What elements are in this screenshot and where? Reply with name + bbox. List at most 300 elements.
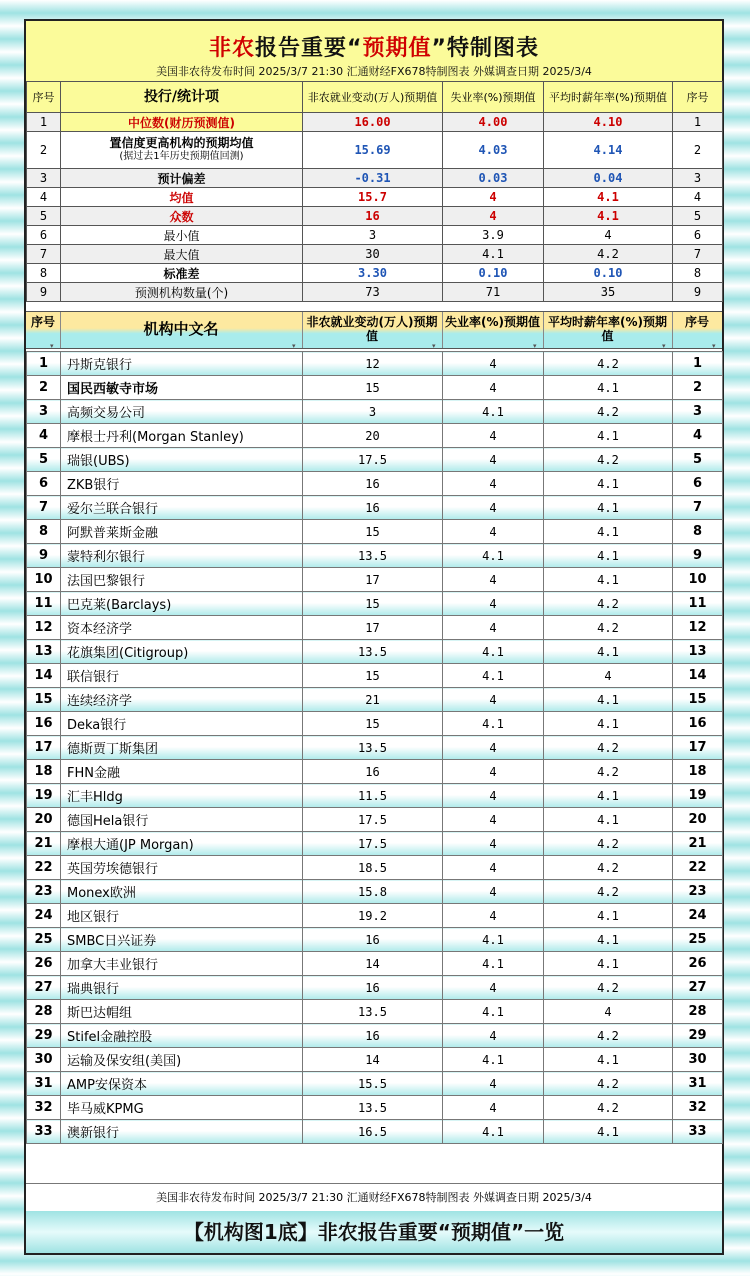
inst-ur-value: 4	[443, 760, 544, 784]
stats-label-sub: (据过去1年历史预期值回测)	[119, 151, 244, 162]
inst-ur-value: 4.1	[443, 1120, 544, 1144]
inst-seq-right: 13	[673, 640, 723, 664]
inst-name: 爱尔兰联合银行	[61, 496, 303, 520]
institution-row	[27, 1096, 723, 1120]
stats-ur-value: 4.03	[443, 132, 544, 169]
inst-seq: 22	[27, 856, 61, 880]
inst-ur-value: 4.1	[443, 544, 544, 568]
inst-name: 德斯贾丁斯集团	[61, 736, 303, 760]
inst-seq-right: 29	[673, 1024, 723, 1048]
stats-wage-value: 0.10	[544, 264, 673, 283]
inst-seq: 5	[27, 448, 61, 472]
inst-ur-value: 4	[443, 472, 544, 496]
stats-row	[27, 226, 723, 245]
inst-name: 摩根士丹利(Morgan Stanley)	[61, 424, 303, 448]
inst-wage-value: 4.1	[544, 928, 673, 952]
institution-row	[27, 1072, 723, 1096]
inst-wage-value: 4	[544, 1000, 673, 1024]
inst-name: 地区银行	[61, 904, 303, 928]
institution-row	[27, 1024, 723, 1048]
inst-name: 花旗集团(Citigroup)	[61, 640, 303, 664]
inst-name: Deka银行	[61, 712, 303, 736]
inst-wage-value: 4.1	[544, 808, 673, 832]
stats-ur-value: 4.00	[443, 113, 544, 132]
seq-header: 序号	[27, 82, 61, 113]
stats-seq-right: 7	[673, 245, 723, 264]
inst-seq-right: 33	[673, 1120, 723, 1144]
inst-wage-value: 4.1	[544, 472, 673, 496]
inst-seq: 16	[27, 712, 61, 736]
inst-name: 毕马威KPMG	[61, 1096, 303, 1120]
stats-wage-value: 4.2	[544, 245, 673, 264]
stats-row	[27, 113, 723, 132]
stats-wage-value: 4.1	[544, 188, 673, 207]
inst-ur-value: 4.1	[443, 928, 544, 952]
name-header: 投行/统计项	[61, 82, 303, 113]
inst-seq: 7	[27, 496, 61, 520]
inst-wage-value: 4.2	[544, 352, 673, 376]
inst-nfp-value: 14	[303, 952, 443, 976]
institution-row	[27, 1120, 723, 1144]
stats-label: 均值	[61, 188, 303, 207]
inst-ur-value: 4.1	[443, 1048, 544, 1072]
inst-wage-value: 4.2	[544, 736, 673, 760]
inst-name: 蒙特利尔银行	[61, 544, 303, 568]
inst-seq-right: 12	[673, 616, 723, 640]
inst-seq-header: 序号	[30, 315, 55, 329]
inst-name: 连续经济学	[61, 688, 303, 712]
inst-seq-right: 1	[673, 352, 723, 376]
inst-seq: 15	[27, 688, 61, 712]
stats-nfp-value: 15.7	[303, 188, 443, 207]
stats-seq-right: 9	[673, 283, 723, 302]
inst-seq: 24	[27, 904, 61, 928]
inst-seq: 8	[27, 520, 61, 544]
inst-ur-value: 4.1	[443, 952, 544, 976]
stats-seq-right: 1	[673, 113, 723, 132]
inst-ur-value: 4	[443, 448, 544, 472]
inst-nfp-value: 13.5	[303, 1000, 443, 1024]
inst-seq-right: 19	[673, 784, 723, 808]
inst-seq: 18	[27, 760, 61, 784]
filter-dropdown-icon[interactable]: ▾	[662, 342, 666, 350]
filter-dropdown-icon[interactable]: ▾	[533, 342, 537, 350]
stats-wage-value: 4.14	[544, 132, 673, 169]
institution-row	[27, 976, 723, 1000]
stats-label: 标准差	[61, 264, 303, 283]
inst-seq: 29	[27, 1024, 61, 1048]
title-red-part: 非农	[209, 36, 256, 61]
inst-name: 斯巴达帽组	[61, 1000, 303, 1024]
stats-row	[27, 188, 723, 207]
inst-seq-right: 17	[673, 736, 723, 760]
inst-nfp-value: 16	[303, 760, 443, 784]
stats-seq-right: 6	[673, 226, 723, 245]
institution-row	[27, 568, 723, 592]
inst-seq: 21	[27, 832, 61, 856]
inst-seq: 13	[27, 640, 61, 664]
institution-row	[27, 400, 723, 424]
institution-row	[27, 592, 723, 616]
inst-seq-right: 3	[673, 400, 723, 424]
inst-name: SMBC日兴证券	[61, 928, 303, 952]
stats-nfp-value: 30	[303, 245, 443, 264]
inst-name: 法国巴黎银行	[61, 568, 303, 592]
inst-ur-value: 4	[443, 832, 544, 856]
inst-wage-value: 4.1	[544, 688, 673, 712]
stats-seq: 1	[27, 113, 61, 132]
institution-row	[27, 520, 723, 544]
inst-ur-value: 4.1	[443, 664, 544, 688]
inst-wage-value: 4.1	[544, 712, 673, 736]
stats-seq: 8	[27, 264, 61, 283]
inst-seq: 19	[27, 784, 61, 808]
inst-name: Stifel金融控股	[61, 1024, 303, 1048]
inst-seq: 20	[27, 808, 61, 832]
stats-label: 预计偏差	[61, 169, 303, 188]
filter-dropdown-icon[interactable]: ▾	[712, 342, 716, 350]
inst-name: 巴克莱(Barclays)	[61, 592, 303, 616]
inst-nfp-value: 16	[303, 1024, 443, 1048]
inst-name: 瑞银(UBS)	[61, 448, 303, 472]
stats-wage-value: 35	[544, 283, 673, 302]
inst-seq-right: 4	[673, 424, 723, 448]
title-banner	[26, 21, 722, 82]
inst-nfp-value: 20	[303, 424, 443, 448]
institution-row	[27, 808, 723, 832]
institution-row	[27, 376, 723, 400]
institution-row	[27, 856, 723, 880]
page-subtitle: 美国非农待发布时间 2025/3/7 21:30 汇通财经FX678特制图表 外媒调查日期 2025/3/4	[156, 65, 592, 78]
stats-seq: 2	[27, 132, 61, 169]
inst-nfp-value: 15.8	[303, 880, 443, 904]
stats-ur-value: 3.9	[443, 226, 544, 245]
footer-title: 【机构图1底】非农报告重要“预期值”一览	[26, 1211, 722, 1253]
inst-seq-right: 20	[673, 808, 723, 832]
inst-name: 阿默普莱斯金融	[61, 520, 303, 544]
inst-wage-value: 4.2	[544, 448, 673, 472]
inst-seq-right: 2	[673, 376, 723, 400]
inst-seq: 23	[27, 880, 61, 904]
inst-wage-value: 4.2	[544, 1072, 673, 1096]
inst-ur-value: 4	[443, 592, 544, 616]
inst-name: 资本经济学	[61, 616, 303, 640]
inst-name: 加拿大丰业银行	[61, 952, 303, 976]
inst-seq-right: 8	[673, 520, 723, 544]
inst-seq: 30	[27, 1048, 61, 1072]
inst-wage-value: 4.2	[544, 760, 673, 784]
inst-name: AMP安保资本	[61, 1072, 303, 1096]
inst-wage-value: 4.2	[544, 832, 673, 856]
institution-row	[27, 616, 723, 640]
stats-table	[26, 81, 723, 302]
inst-wage-value: 4.2	[544, 976, 673, 1000]
inst-nfp-value: 18.5	[303, 856, 443, 880]
stats-label: 最大值	[61, 245, 303, 264]
inst-nfp-value: 15	[303, 712, 443, 736]
inst-seq-right: 6	[673, 472, 723, 496]
inst-nfp-value: 16	[303, 928, 443, 952]
inst-seq-right: 28	[673, 1000, 723, 1024]
inst-seq-right: 30	[673, 1048, 723, 1072]
filter-dropdown-icon[interactable]: ▾	[292, 342, 296, 350]
inst-nfp-value: 16	[303, 976, 443, 1000]
inst-nfp-value: 17	[303, 616, 443, 640]
inst-name: 国民西敏寺市场	[61, 376, 303, 400]
inst-ur-value: 4	[443, 520, 544, 544]
stats-label: 众数	[61, 207, 303, 226]
page-title	[26, 31, 722, 62]
inst-wage-value: 4.1	[544, 496, 673, 520]
inst-nfp-value: 17.5	[303, 808, 443, 832]
inst-ur-value: 4.1	[443, 640, 544, 664]
stats-ur-value: 4.1	[443, 245, 544, 264]
filter-dropdown-icon[interactable]: ▾	[50, 342, 54, 350]
stats-nfp-value: 3	[303, 226, 443, 245]
inst-seq-right: 32	[673, 1096, 723, 1120]
inst-seq: 17	[27, 736, 61, 760]
inst-nfp-value: 15	[303, 664, 443, 688]
inst-wage-value: 4.1	[544, 904, 673, 928]
stats-seq-right: 8	[673, 264, 723, 283]
inst-ur-value: 4	[443, 880, 544, 904]
inst-wage-value: 4.1	[544, 424, 673, 448]
inst-wage-value: 4.1	[544, 520, 673, 544]
institution-row	[27, 448, 723, 472]
stats-label-main: 置信度更高机构的预期均值	[109, 136, 254, 150]
inst-nfp-value: 19.2	[303, 904, 443, 928]
institution-row	[27, 688, 723, 712]
inst-seq-right: 10	[673, 568, 723, 592]
institution-row	[27, 640, 723, 664]
stats-nfp-value: 3.30	[303, 264, 443, 283]
institution-row	[27, 424, 723, 448]
stats-seq: 4	[27, 188, 61, 207]
institution-row	[27, 736, 723, 760]
inst-nfp-value: 15.5	[303, 1072, 443, 1096]
inst-nfp-value: 13.5	[303, 1096, 443, 1120]
inst-nfp-value: 17.5	[303, 448, 443, 472]
inst-ur-value: 4	[443, 688, 544, 712]
inst-seq: 28	[27, 1000, 61, 1024]
inst-name: ZKB银行	[61, 472, 303, 496]
inst-name: 摩根大通(JP Morgan)	[61, 832, 303, 856]
inst-name: Monex欧洲	[61, 880, 303, 904]
inst-ur-value: 4	[443, 352, 544, 376]
stats-nfp-value: -0.31	[303, 169, 443, 188]
stats-label: 中位数(财历预测值)	[61, 113, 303, 132]
inst-name: 澳新银行	[61, 1120, 303, 1144]
inst-seq: 27	[27, 976, 61, 1000]
stats-header-row	[27, 82, 723, 113]
inst-nfp-value: 16.5	[303, 1120, 443, 1144]
inst-nfp-value: 11.5	[303, 784, 443, 808]
inst-seq-right: 9	[673, 544, 723, 568]
stats-wage-value: 4.10	[544, 113, 673, 132]
inst-nfp-value: 17	[303, 568, 443, 592]
inst-seq-right: 26	[673, 952, 723, 976]
stats-row	[27, 132, 723, 169]
inst-name-header: 机构中文名	[143, 320, 219, 338]
inst-seq-right: 22	[673, 856, 723, 880]
inst-seq: 25	[27, 928, 61, 952]
inst-seq-right: 11	[673, 592, 723, 616]
institution-row	[27, 832, 723, 856]
institution-row	[27, 712, 723, 736]
stats-seq-right: 3	[673, 169, 723, 188]
inst-seq: 4	[27, 424, 61, 448]
inst-wage-header: 平均时薪年率(%)预期值	[548, 315, 667, 343]
inst-seq-right: 16	[673, 712, 723, 736]
stats-nfp-value: 73	[303, 283, 443, 302]
inst-seq: 9	[27, 544, 61, 568]
inst-ur-value: 4	[443, 1072, 544, 1096]
inst-ur-value: 4	[443, 496, 544, 520]
inst-ur-value: 4	[443, 1096, 544, 1120]
stats-label: 预测机构数量(个)	[61, 283, 303, 302]
institution-row	[27, 880, 723, 904]
inst-seq: 2	[27, 376, 61, 400]
inst-nfp-value: 3	[303, 400, 443, 424]
inst-seq-right: 24	[673, 904, 723, 928]
institution-row	[27, 928, 723, 952]
stats-seq: 7	[27, 245, 61, 264]
inst-ur-value: 4	[443, 736, 544, 760]
stats-seq: 3	[27, 169, 61, 188]
stats-nfp-value: 15.69	[303, 132, 443, 169]
inst-nfp-value: 17.5	[303, 832, 443, 856]
inst-seq: 33	[27, 1120, 61, 1144]
inst-seq-right: 7	[673, 496, 723, 520]
stats-nfp-value: 16.00	[303, 113, 443, 132]
inst-nfp-value: 15	[303, 520, 443, 544]
stats-wage-value: 4	[544, 226, 673, 245]
stats-row	[27, 283, 723, 302]
inst-nfp-value: 15	[303, 376, 443, 400]
inst-nfp-value: 13.5	[303, 736, 443, 760]
stats-row	[27, 207, 723, 226]
inst-seq: 1	[27, 352, 61, 376]
stats-row	[27, 169, 723, 188]
seq-header-right: 序号	[673, 82, 723, 113]
stats-ur-value: 0.10	[443, 264, 544, 283]
inst-nfp-header: 非农就业变动(万人)预期值	[306, 315, 438, 343]
title-red-part2: 预期值	[362, 36, 432, 61]
inst-nfp-value: 21	[303, 688, 443, 712]
title-part2: ”特制图表	[431, 36, 539, 61]
inst-wage-value: 4.1	[544, 952, 673, 976]
inst-seq: 10	[27, 568, 61, 592]
footer-note: 美国非农待发布时间 2025/3/7 21:30 汇通财经FX678特制图表 外媒调查日期 2025/3/4	[26, 1183, 722, 1212]
inst-seq-right: 25	[673, 928, 723, 952]
inst-nfp-value: 12	[303, 352, 443, 376]
stats-label: 最小值	[61, 226, 303, 245]
inst-wage-value: 4.1	[544, 640, 673, 664]
stats-label	[61, 132, 303, 169]
inst-wage-value: 4.2	[544, 616, 673, 640]
stats-wage-value: 4.1	[544, 207, 673, 226]
inst-name: 丹斯克银行	[61, 352, 303, 376]
stats-seq: 6	[27, 226, 61, 245]
inst-seq-right: 14	[673, 664, 723, 688]
inst-wage-value: 4.2	[544, 1096, 673, 1120]
inst-seq-right: 5	[673, 448, 723, 472]
stats-ur-value: 0.03	[443, 169, 544, 188]
inst-seq-right: 31	[673, 1072, 723, 1096]
institution-row	[27, 1000, 723, 1024]
inst-seq: 12	[27, 616, 61, 640]
inst-wage-value: 4.1	[544, 1120, 673, 1144]
inst-ur-value: 4.1	[443, 1000, 544, 1024]
inst-nfp-value: 13.5	[303, 544, 443, 568]
stats-ur-value: 71	[443, 283, 544, 302]
stats-seq: 9	[27, 283, 61, 302]
inst-seq-right: 15	[673, 688, 723, 712]
inst-seq-right: 21	[673, 832, 723, 856]
filter-dropdown-icon[interactable]: ▾	[432, 342, 436, 350]
inst-nfp-value: 14	[303, 1048, 443, 1072]
inst-nfp-value: 15	[303, 592, 443, 616]
stats-row	[27, 245, 723, 264]
institution-header-banner	[26, 311, 722, 349]
inst-ur-value: 4	[443, 808, 544, 832]
stats-ur-value: 4	[443, 188, 544, 207]
inst-wage-value: 4.1	[544, 784, 673, 808]
inst-seq-right: 27	[673, 976, 723, 1000]
inst-name: 运输及保安组(美国)	[61, 1048, 303, 1072]
inst-seq: 32	[27, 1096, 61, 1120]
stats-seq-right: 4	[673, 188, 723, 207]
inst-seq: 11	[27, 592, 61, 616]
inst-seq: 6	[27, 472, 61, 496]
inst-name: 高频交易公司	[61, 400, 303, 424]
inst-wage-value: 4.2	[544, 400, 673, 424]
inst-ur-value: 4	[443, 976, 544, 1000]
inst-ur-value: 4	[443, 784, 544, 808]
inst-nfp-value: 13.5	[303, 640, 443, 664]
inst-wage-value: 4.2	[544, 856, 673, 880]
stats-ur-value: 4	[443, 207, 544, 226]
inst-ur-value: 4	[443, 1024, 544, 1048]
institution-table	[26, 351, 723, 1144]
inst-ur-value: 4	[443, 568, 544, 592]
report-frame	[24, 19, 724, 1255]
inst-name: 联信银行	[61, 664, 303, 688]
inst-name: 汇丰Hldg	[61, 784, 303, 808]
inst-seq: 31	[27, 1072, 61, 1096]
inst-seq: 26	[27, 952, 61, 976]
institution-row	[27, 952, 723, 976]
inst-ur-value: 4	[443, 616, 544, 640]
institution-row	[27, 664, 723, 688]
institution-row	[27, 496, 723, 520]
inst-seq-header-right: 序号	[684, 315, 709, 329]
inst-ur-value: 4	[443, 376, 544, 400]
inst-wage-value: 4.1	[544, 376, 673, 400]
inst-ur-header: 失业率(%)预期值	[445, 315, 540, 329]
institution-row	[27, 760, 723, 784]
wage-header: 平均时薪年率(%)预期值	[544, 82, 673, 113]
institution-row	[27, 904, 723, 928]
inst-seq-right: 23	[673, 880, 723, 904]
nfp-header: 非农就业变动(万人)预期值	[303, 82, 443, 113]
inst-seq-right: 18	[673, 760, 723, 784]
inst-name: FHN金融	[61, 760, 303, 784]
inst-ur-value: 4.1	[443, 400, 544, 424]
inst-wage-value: 4.1	[544, 568, 673, 592]
inst-nfp-value: 16	[303, 496, 443, 520]
stats-seq-right: 5	[673, 207, 723, 226]
